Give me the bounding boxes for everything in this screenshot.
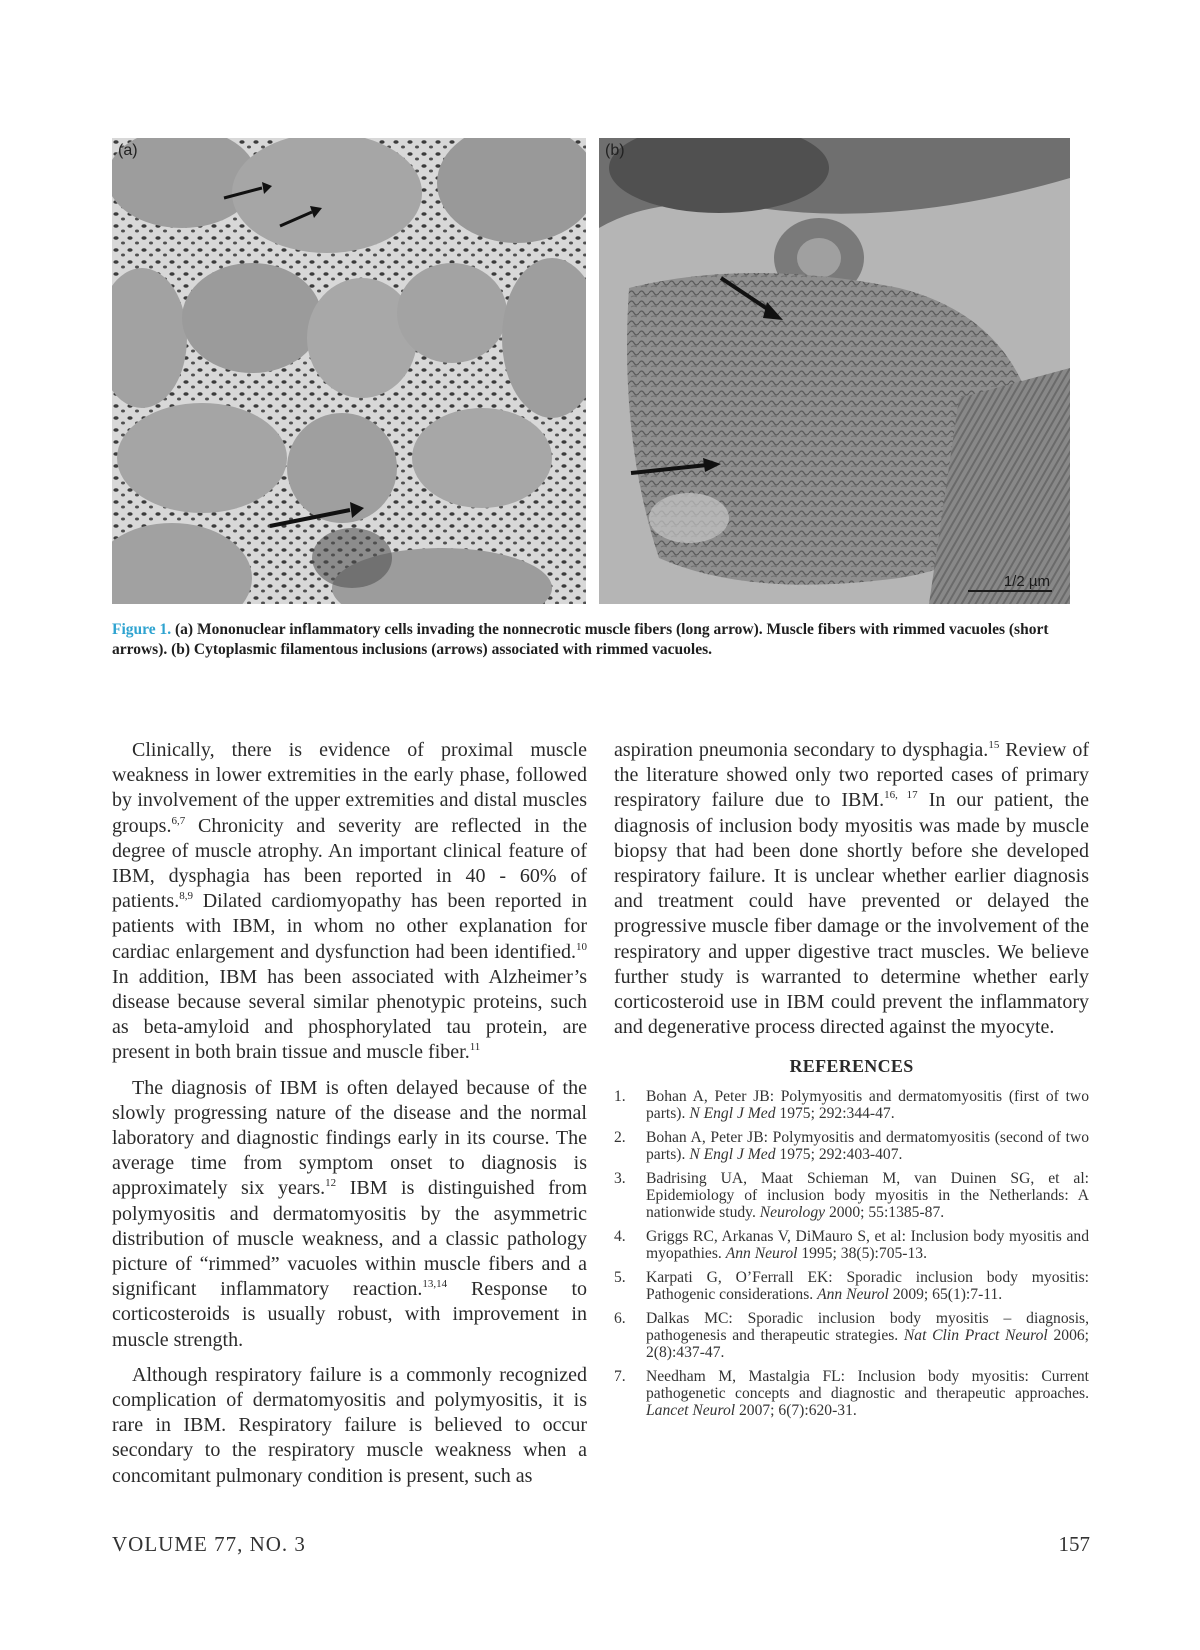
electron-micrograph-image xyxy=(599,138,1070,604)
caption-text: (a) Mononuclear inflammatory cells invading the nonnecrotic muscle fibers (long arrow). Muscle fibers with rimmed vacuoles (short arrows). (b) Cytoplasmic filamentous inclusions (arrows) associated with rimmed vacuoles. xyxy=(112,621,1049,658)
panel-label: (a) xyxy=(118,142,138,159)
reference-item: 2. Bohan A, Peter JB: Polymyositis and dermatomyositis (second of two parts). N Engl J Med 1975; 292:403-407. xyxy=(614,1128,1089,1163)
paragraph: Clinically, there is evidence of proximal muscle weakness in lower extremities in the early phase, followed by involvement of the upper extremities and distal muscles groups.$^{6,7}$ Chronicity and severity are reflected in the degree of muscle atrophy. An important clinical feature of IBM, dysphagia has been reported in 40 - 60% of patients.$^{8,9}$ Dilated cardiomyopathy has been reported in patients with IBM, in whom no other explanation for cardiac enlargement and dysfunction had been identified.$^{10}$ In addition, IBM has been associated with Alzheimer’s disease because several similar phenotypic proteins, such as beta-amyloid and phosphorylated tau protein, are present in both brain tissue and muscle fiber.$^{11}$ xyxy=(112,739,587,1064)
references-heading: REFERENCES xyxy=(789,1056,914,1077)
reference-item: 7. Needham M, Mastalgia FL: Inclusion body myositis: Current pathogenetic concepts and diagnostic and therapeutic approaches. Lancet Neurol 2007; 6(7):620-31. xyxy=(614,1367,1089,1419)
journal-volume: VOLUME 77, NO. 3 xyxy=(112,1532,306,1556)
scale-bar-label: 1/2 µm xyxy=(1003,573,1050,590)
figure-1 xyxy=(112,138,1090,604)
figure-caption xyxy=(112,620,1090,660)
reference-item: 1. Bohan A, Peter JB: Polymyositis and dermatomyositis (first of two parts). N Engl J Med 1975; 292:344-47. xyxy=(614,1087,1089,1122)
reference-item: 4. Griggs RC, Arkanas V, DiMauro S, et al: Inclusion body myositis and myopathies. Ann Neurol 1995; 38(5):705-13. xyxy=(614,1227,1089,1262)
reference-item: 6. Dalkas MC: Sporadic inclusion body myositis – diagnosis, pathogenesis and therapeutic strategies. Nat Clin Pract Neurol 2006; 2(8):437-47. xyxy=(614,1309,1089,1361)
page-number: 157 xyxy=(1058,1532,1090,1556)
micrograph-panel-b xyxy=(599,138,1070,604)
panel-label: (b) xyxy=(605,142,625,159)
figure-label: Figure 1. xyxy=(112,621,172,638)
micrograph-panel-a xyxy=(112,138,586,604)
paragraph: The diagnosis of IBM is often delayed because of the slowly progressing nature of the disease and the normal laboratory and diagnostic findings early in its course. The average time from symptom onset to diagnosis is approximately six years.$^{12}$ IBM is distinguished from polymyositis and dermatomyositis by the asymmetric distribution of muscle weakness, and a classic pathology picture of “rimmed” vacuoles within muscle fibers and a significant inflammatory reaction.$^{13,14}$ Response to corticosteroids is usually robust, with improvement in muscle strength. xyxy=(112,1076,588,1351)
reference-item: 5. Karpati G, O’Ferrall EK: Sporadic inclusion body myositis: Pathogenic considerations. Ann Neurol 2009; 65(1):7-11. xyxy=(614,1268,1089,1303)
left-column xyxy=(112,738,587,1499)
paragraph: Although respiratory failure is a commonly recognized complication of dermatomyositis and polymyositis, it is rare in IBM. Respiratory failure is believed to occur secondary to the respiratory muscle weakness when a concomitant pulmonary condition is present, such as xyxy=(112,1363,587,1487)
reference-item: 3. Badrising UA, Maat Schieman M, van Duinen SG, et al: Epidemiology of inclusion body myositis in the Netherlands: A nationwide study. Neurology 2000; 55:1385-87. xyxy=(614,1169,1089,1221)
scale-bar xyxy=(968,590,1052,592)
paragraph: aspiration pneumonia secondary to dysphagia.$^{15}$ Review of the literature showed only two reported cases of primary respiratory failure due to IBM.$^{16, 17}$ In our patient, the diagnosis of inclusion body myositis was made by muscle biopsy that had been done shortly before she developed respiratory failure. It is unclear whether earlier diagnosis and treatment could have prevented or delayed the progressive muscle fiber damage or the involvement of the respiratory and upper digestive tract muscles. We believe further study is warranted to determine whether early corticosteroid use in IBM could prevent the inflammatory and degenerative process directed against the myocyte. xyxy=(614,739,1089,1039)
histology-image xyxy=(112,138,586,604)
right-column xyxy=(614,738,1089,1426)
reference-list xyxy=(614,1088,1089,1419)
